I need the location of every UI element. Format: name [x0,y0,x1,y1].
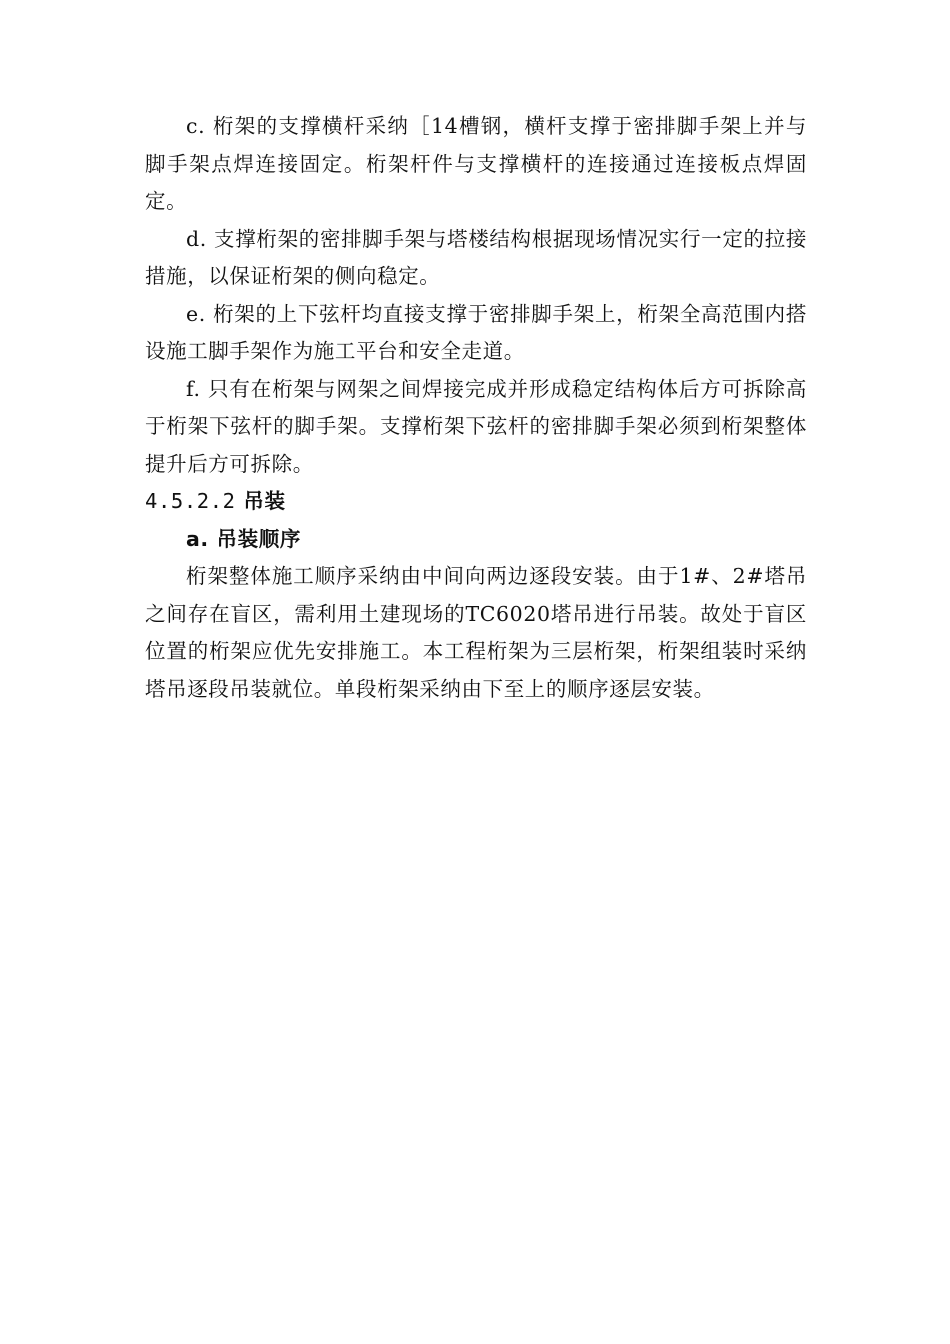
section-title: 吊装 [243,489,286,513]
paragraph-f: f. 只有在桁架与网架之间焊接完成并形成稳定结构体后方可拆除高于桁架下弦杆的脚手架。支撑桁架下弦杆的密排脚手架必须到桁架整体提升后方可拆除。 [145,376,807,476]
paragraph-c: c. 桁架的支撑横杆采纳［14槽钢，横杆支撑于密排脚手架上并与脚手架点焊连接固定。桁架杆件与支撑横杆的连接通过连接板点焊固定。 [145,114,807,213]
paragraph-d: d. 支撑桁架的密排脚手架与塔楼结构根据现场情况实行一定的拉接措施，以保证桁架的侧向稳定。 [145,226,807,288]
subsection-heading: a. 吊装顺序 [186,526,301,551]
section-heading [145,483,807,521]
paragraph-e: e. 桁架的上下弦杆均直接支撑于密排脚手架上，桁架全高范围内搭设施工脚手架作为施工平台和安全走道。 [145,301,807,363]
section-number: 4.5.2.2 [145,489,236,513]
document-body [145,108,807,708]
body-paragraph: 桁架整体施工顺序采纳由中间向两边逐段安装。由于1#、2#塔吊之间存在盲区，需利用土建现场的TC6020塔吊进行吊装。故处于盲区位置的桁架应优先安排施工。本工程桁架为三层桁架，桁架组装时采纳塔吊逐段吊装就位。单段桁架采纳由下至上的顺序逐层安装。 [145,564,807,701]
